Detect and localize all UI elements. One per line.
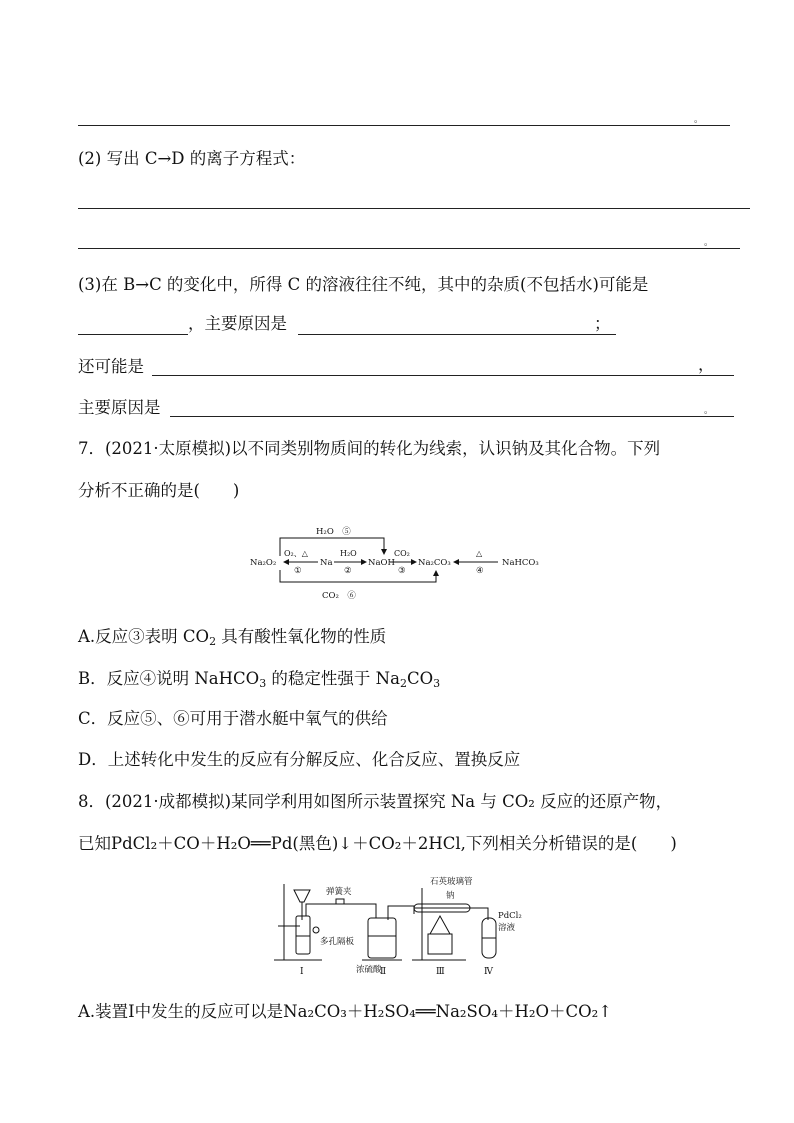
- answer-line[interactable]: [78, 248, 740, 249]
- compound-na: Na: [320, 558, 333, 568]
- end-mark: 。: [694, 115, 704, 125]
- answer-line[interactable]: [78, 125, 730, 126]
- q6-main-reason2-label: 主要原因是: [78, 398, 161, 417]
- label-quartz-tube: 石英玻璃管: [430, 877, 473, 887]
- answer-line[interactable]: [78, 208, 750, 209]
- q7-option-c[interactable]: C．反应⑤、⑥可用于潜水艇中氧气的供给: [78, 709, 388, 728]
- end-mark: 。: [704, 238, 714, 248]
- reaction-4-condition: △: [476, 549, 483, 558]
- sodium-conversion-diagram: [240, 516, 550, 608]
- reaction-5-label: H₂O ⑤: [316, 527, 351, 537]
- label-apparatus-3: Ⅲ: [436, 967, 445, 977]
- reaction-1-number: ①: [294, 566, 302, 576]
- apparatus-diagram: [274, 874, 522, 980]
- q8-stem-line2: 已知PdCl₂＋CO＋H₂O══Pd(黑色)↓＋CO₂＋2HCl,下列相关分析错误的是( ): [78, 834, 677, 853]
- compound-nahco3: NaHCO₃: [502, 558, 539, 568]
- reaction-2-number: ②: [344, 566, 352, 576]
- q8-stem-line1: 8．(2021·成都模拟)某同学利用如图所示装置探究 Na 与 CO₂ 反应的还原产物，: [78, 792, 673, 811]
- reaction-6-label: CO₂ ⑥: [322, 591, 356, 601]
- label-pdcl2: PdCl₂: [498, 911, 522, 921]
- compound-naoh: NaOH: [368, 558, 395, 568]
- reaction-3-number: ③: [398, 566, 406, 576]
- reaction-3-condition: CO₂: [394, 549, 410, 558]
- q8-option-a[interactable]: A.装置Ⅰ中发生的反应可以是Na₂CO₃＋H₂SO₄══Na₂SO₄＋H₂O＋CO₂↑: [78, 1002, 613, 1021]
- q7-stem-line2: 分析不正确的是( ): [78, 481, 240, 500]
- q6-part2-prompt: (2) 写出 C→D 的离子方程式：: [78, 149, 306, 168]
- comma: ，: [698, 355, 715, 374]
- label-spring-clip: 弹簧夹: [326, 887, 352, 897]
- reaction-2-condition: H₂O: [340, 549, 357, 558]
- semicolon: ；: [594, 314, 611, 333]
- label-solution: 溶液: [498, 923, 516, 933]
- q7-option-a[interactable]: A.反应③表明 $CO_2$ 具有酸性氧化物的性质: [78, 627, 387, 648]
- q6-main-reason-label: ，主要原因是: [188, 314, 287, 333]
- compound-na2co3: Na₂CO₃: [418, 558, 451, 568]
- q7-option-b[interactable]: B．反应④说明 NaHCO$_3$ 的稳定性强于 $Na_2CO_3$: [78, 669, 441, 690]
- label-sodium: 钠: [446, 891, 455, 901]
- compound-na2o2: Na₂O₂: [250, 558, 277, 568]
- reaction-1-condition: O₂、△: [284, 549, 308, 558]
- label-apparatus-1: Ⅰ: [300, 967, 304, 977]
- answer-blank[interactable]: [298, 334, 616, 335]
- reaction-4-number: ④: [476, 566, 484, 576]
- q7-stem-line1: 7．(2021·太原模拟)以不同类别物质间的转化为线索，认识钠及其化合物。下列: [78, 439, 661, 458]
- q6-part3-prompt: (3)在 B→C 的变化中，所得 C 的溶液往往不纯，其中的杂质(不包括水)可能是: [78, 275, 649, 294]
- label-apparatus-2: Ⅱ: [380, 967, 387, 977]
- label-apparatus-4: Ⅳ: [484, 967, 493, 977]
- answer-blank[interactable]: [78, 334, 188, 335]
- q6-also-label: 还可能是: [78, 357, 144, 376]
- answer-blank[interactable]: [152, 375, 734, 376]
- label-porous-plate: 多孔隔板: [320, 937, 355, 947]
- answer-blank[interactable]: [170, 416, 734, 417]
- label-conc-acid: 浓硫酸: [356, 965, 382, 975]
- end-mark: 。: [704, 406, 714, 416]
- q7-option-d[interactable]: D．上述转化中发生的反应有分解反应、化合反应、置换反应: [78, 750, 521, 769]
